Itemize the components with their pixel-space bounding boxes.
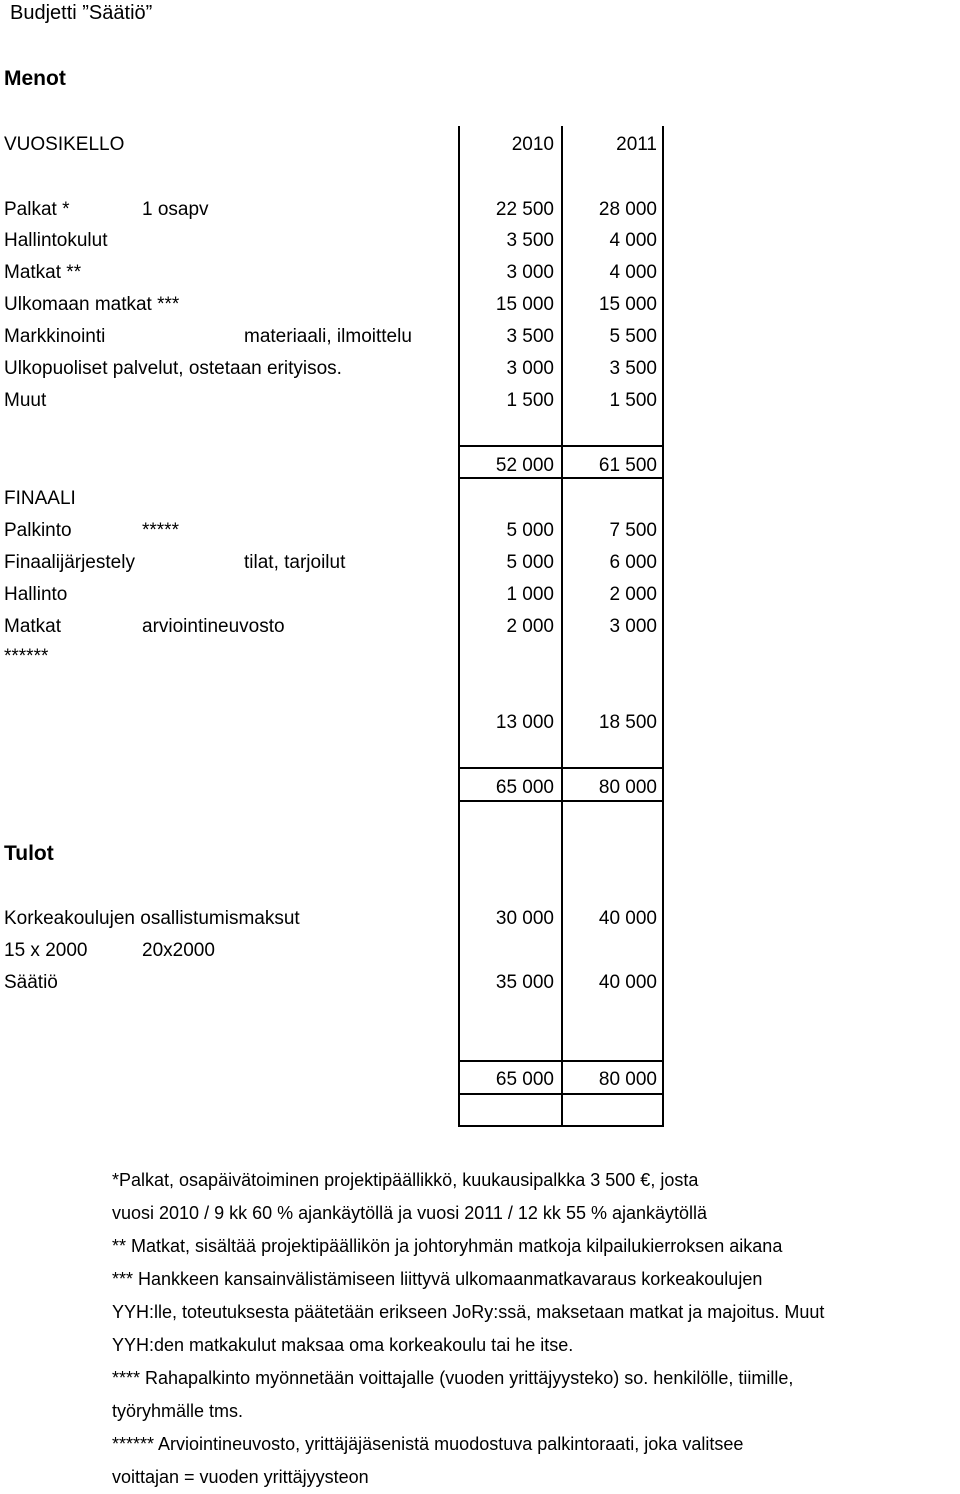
finaali-label: FINAALI [4,488,76,509]
value-2010: 35 000 [495,972,554,993]
row-note: 1 osapv [142,199,209,220]
value-2011: 3 000 [609,616,657,637]
footnote-line: **** Rahapalkinto myönnetään voittajalle (vuoden yrittäjyysteko) so. henkilölle, tiimille, [112,1368,794,1388]
subtotal-line-vuosikello-bottom [458,477,664,479]
total-line-tulot-mid [458,1093,664,1095]
vuosikello-subtotal-2010: 52 000 [495,455,554,476]
value-2010: 30 000 [495,908,554,929]
value-2010: 3 500 [506,326,554,347]
subtotal-line-vuosikello [458,445,664,447]
row-label: Palkat * [4,199,70,220]
row-note: ***** [142,520,179,541]
value-2011: 15 000 [598,294,657,315]
value-2011: 2 000 [609,584,657,605]
footnote-line: *** Hankkeen kansainvälistämiseen liittyvä ulkomaanmatkavaraus korkeakoulujen [112,1269,763,1289]
footnote-line: ****** Arviointineuvosto, yrittäjäjäsenistä muodostuva palkintoraati, joka valitsee [112,1434,744,1454]
total-line-menot-bottom [458,800,664,802]
value-2010: 3 500 [506,230,554,251]
total-line-menot [458,767,664,769]
row-label: Hallinto [4,584,68,605]
footnote-line: työryhmälle tms. [112,1401,244,1421]
row-label: Ulkopuoliset palvelut, ostetaan erityisos. [4,358,342,379]
row-label: Muut [4,390,47,411]
row-label: Matkat ** [4,262,82,283]
tulot-heading: Tulot [4,842,54,865]
value-2011: 40 000 [598,908,657,929]
footnote-line: YYH:den matkakulut maksaa oma korkeakoulu tai he itse. [112,1335,574,1355]
total-line-tulot [458,1060,664,1062]
value-2010: 1 000 [506,584,554,605]
footnote-line: voittajan = vuoden yrittäjyysteon [112,1467,369,1487]
menot-total-2011: 80 000 [598,777,657,798]
calc-2011: 20x2000 [142,940,215,961]
vuosikello-label: VUOSIKELLO [4,134,125,155]
value-2010: 5 000 [506,552,554,573]
value-2010: 3 000 [506,358,554,379]
footnotes [112,1164,824,1494]
value-2011: 28 000 [598,199,657,220]
value-2010: 1 500 [506,390,554,411]
finaali-stars: ****** [4,646,49,667]
row-label: Matkat [4,616,62,637]
total-line-tulot-bottom [458,1125,664,1127]
value-2010: 22 500 [495,199,554,220]
value-2011: 3 500 [609,358,657,379]
row-label: Ulkomaan matkat *** [4,294,180,315]
row-note: materiaali, ilmoittelu [244,326,412,347]
calc-2010: 15 x 2000 [4,940,88,961]
value-2011: 4 000 [609,230,657,251]
row-label: Palkinto [4,520,72,541]
value-2011: 6 000 [609,552,657,573]
value-2011: 4 000 [609,262,657,283]
value-2010: 15 000 [495,294,554,315]
document-title: Budjetti ”Säätiö” [10,2,153,24]
year-2011-header: 2011 [616,134,657,155]
row-note: arviointineuvosto [142,616,285,637]
row-label: Korkeakoulujen osallistumismaksut [4,908,300,929]
value-2011: 1 500 [609,390,657,411]
footnote-line: *Palkat, osapäivätoiminen projektipäällikkö, kuukausipalkka 3 500 €, josta [112,1170,699,1190]
value-2011: 7 500 [609,520,657,541]
value-2011: 40 000 [598,972,657,993]
footnote-line: ** Matkat, sisältää projektipäällikön ja johtoryhmän matkoja kilpailukierroksen aikana [112,1236,783,1256]
row-label: Hallintokulut [4,230,108,251]
row-label: Finaalijärjestely [4,552,135,573]
footnote-line: YYH:lle, toteutuksesta päätetään erikseen JoRy:ssä, maksetaan matkat ja majoitus. Muut [112,1302,825,1322]
table-right-border [662,126,664,1127]
finaali-subtotal-2010: 13 000 [495,712,554,733]
menot-total-2010: 65 000 [495,777,554,798]
saatio-label: Säätiö [4,972,58,993]
value-2010: 3 000 [506,262,554,283]
year-2010-header: 2010 [511,134,554,155]
value-2010: 2 000 [506,616,554,637]
finaali-subtotal-2011: 18 500 [598,712,657,733]
value-2010: 5 000 [506,520,554,541]
value-2011: 5 500 [609,326,657,347]
tulot-total-2011: 80 000 [598,1069,657,1090]
row-note: tilat, tarjoilut [244,552,346,573]
row-label: Markkinointi [4,326,106,347]
footnote-line: vuosi 2010 / 9 kk 60 % ajankäytöllä ja vuosi 2011 / 12 kk 55 % ajankäytöllä [112,1203,708,1223]
vuosikello-subtotal-2011: 61 500 [598,455,657,476]
menot-heading: Menot [4,67,66,90]
tulot-total-2010: 65 000 [495,1069,554,1090]
